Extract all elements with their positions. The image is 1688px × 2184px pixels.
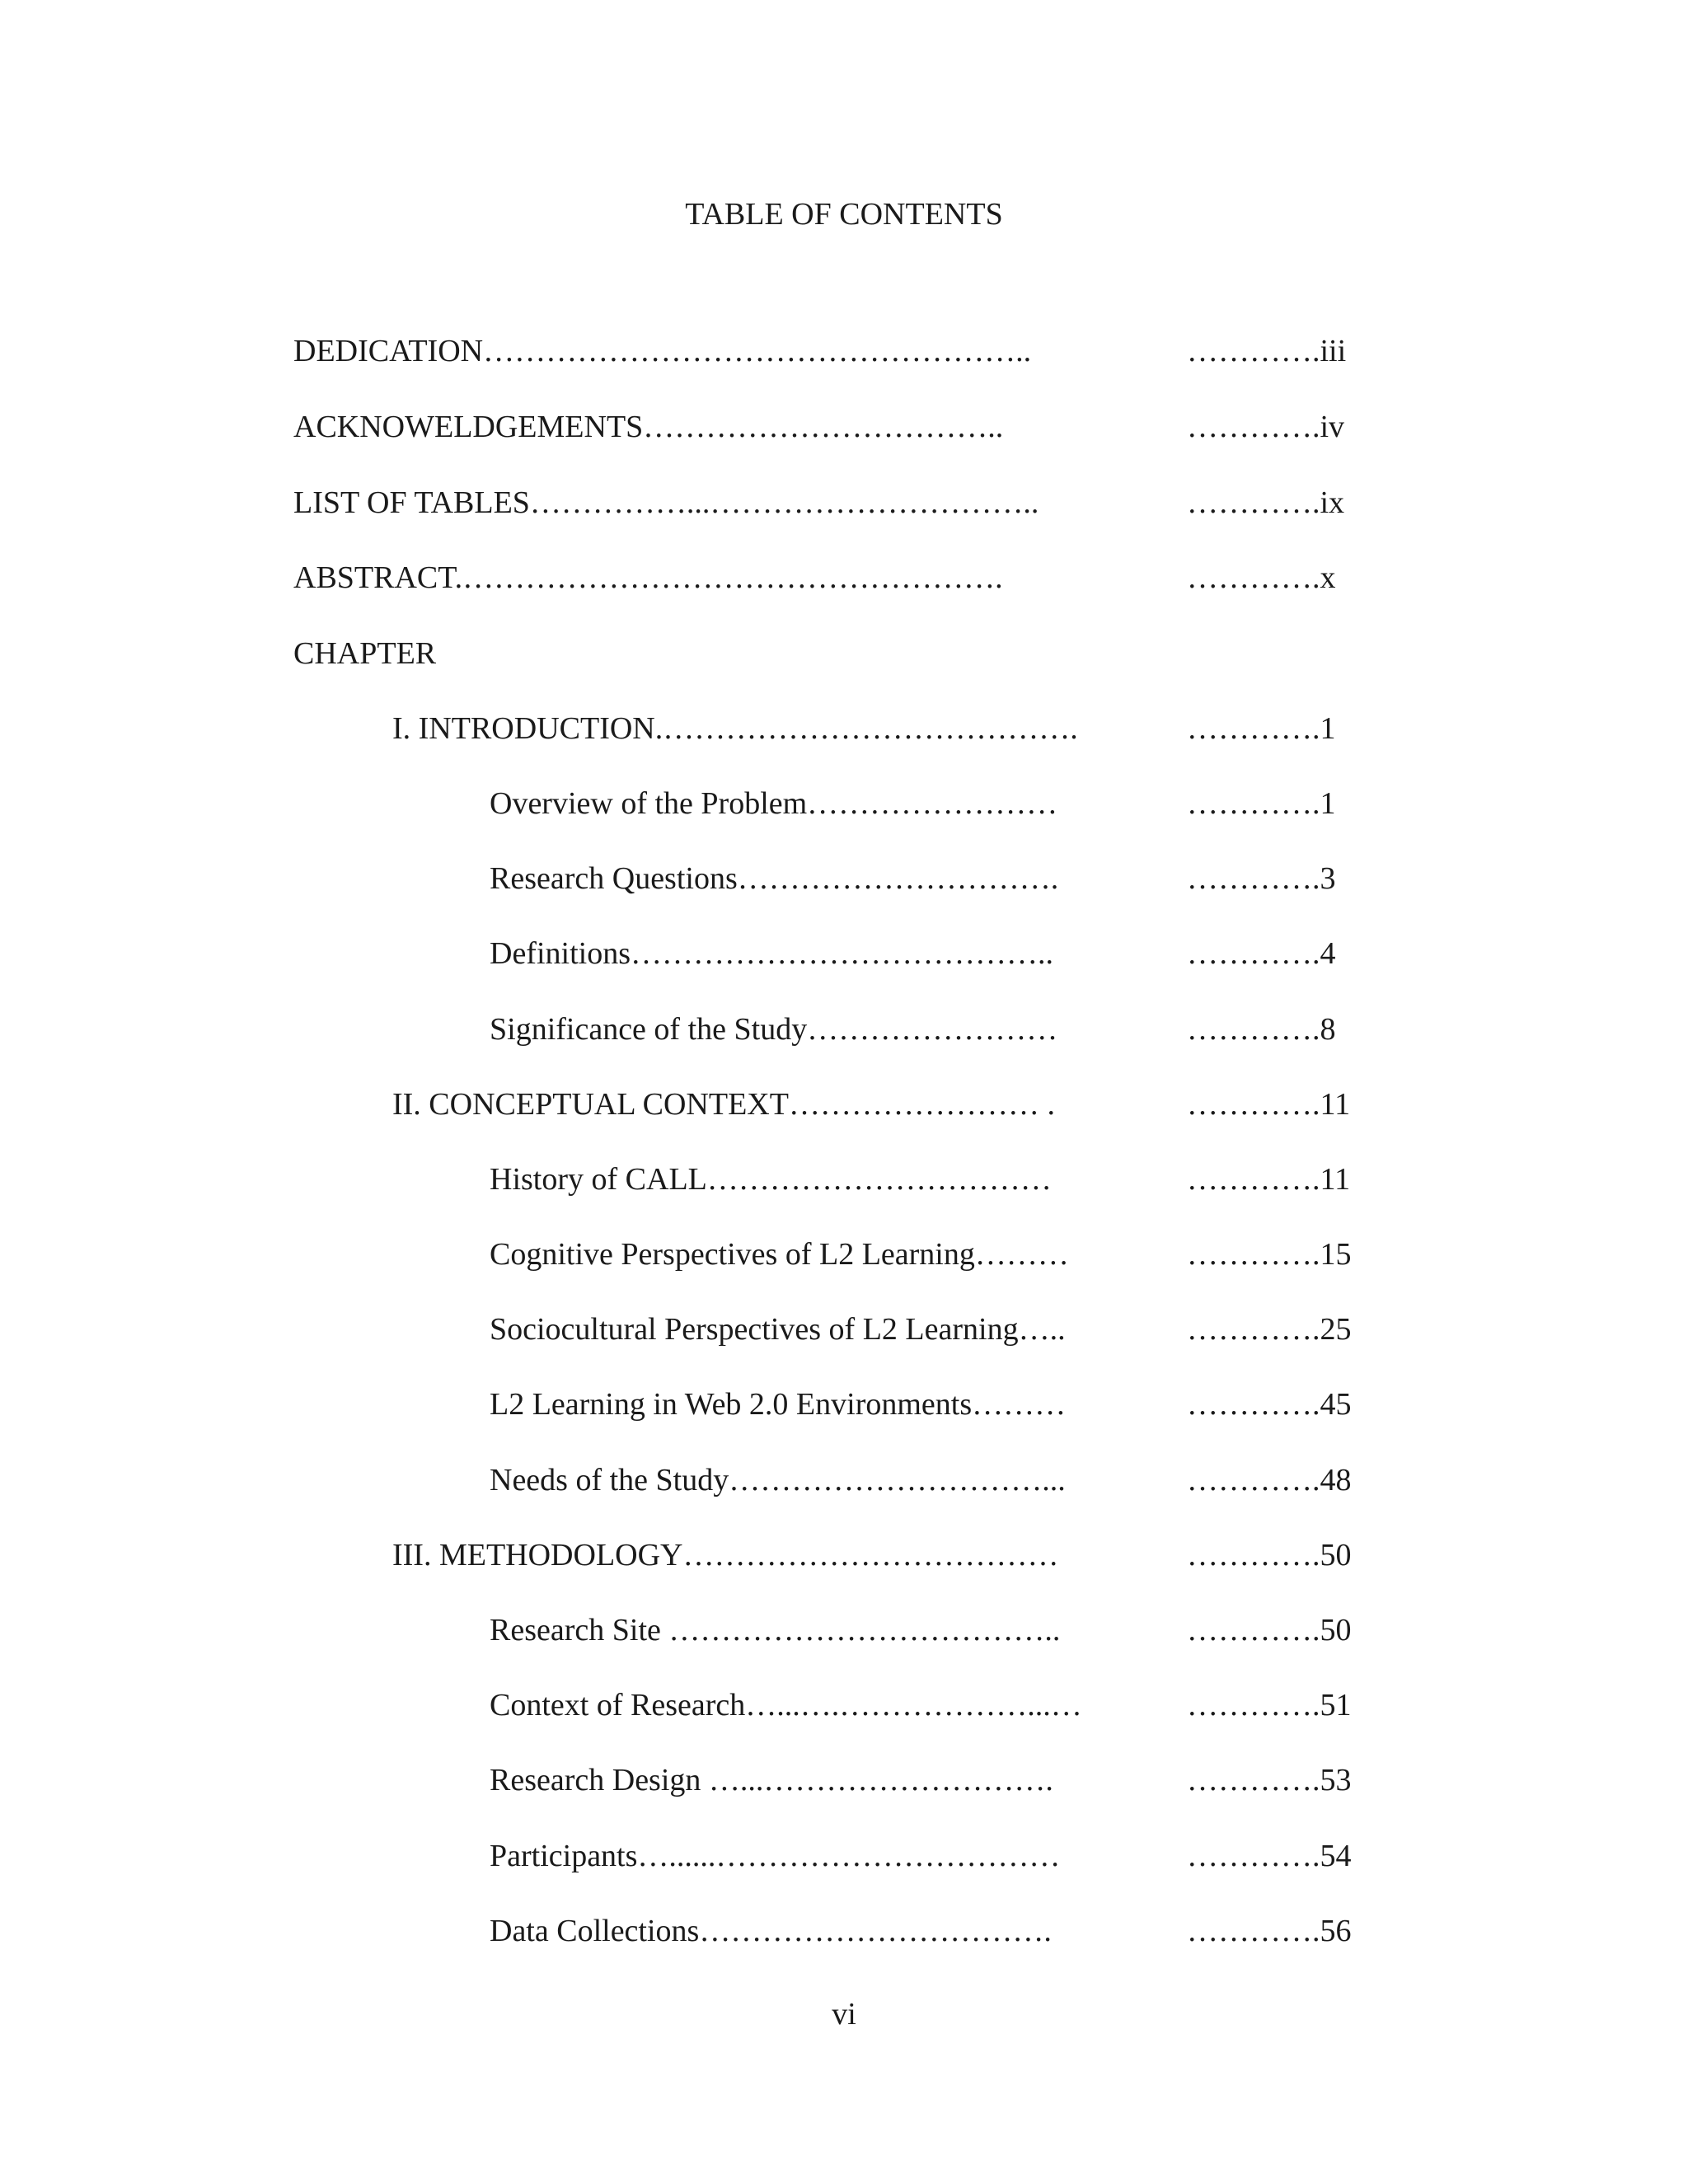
toc-entry-title: History of CALL…………………………… <box>490 1162 1052 1197</box>
chapter-label: CHAPTER <box>293 636 437 671</box>
toc-page-number: ………….11 <box>1187 1162 1351 1197</box>
toc-entry-title: DEDICATION…………………………………………….. <box>293 334 1032 368</box>
toc-page-number: ………….54 <box>1187 1839 1352 1873</box>
toc-entry-title: Definitions………………………………….. <box>490 936 1053 971</box>
toc-page-number: ………….3 <box>1187 861 1336 896</box>
toc-page-number: ………….4 <box>1187 936 1336 971</box>
toc-page-number: ………….50 <box>1187 1538 1352 1572</box>
toc-entry-title: Sociocultural Perspectives of L2 Learning….. <box>490 1312 1066 1347</box>
toc-page-number: ………….iv <box>1187 410 1345 444</box>
toc-entry-title: Data Collections……………………………. <box>490 1914 1052 1948</box>
toc-page-number: ………….iii <box>1187 334 1347 368</box>
toc-entry-title: Cognitive Perspectives of L2 Learning……… <box>490 1237 1069 1272</box>
toc-page-number: ………….1 <box>1187 711 1336 746</box>
toc-entry-title: II. CONCEPTUAL CONTEXT…………………… . <box>392 1087 1055 1122</box>
toc-page-number: ………….ix <box>1187 485 1345 520</box>
toc-entry-title: ABSTRACT.……………………………………………. <box>293 560 1003 595</box>
toc-page-number: ………….25 <box>1187 1312 1352 1347</box>
toc-page-number: ………….45 <box>1187 1387 1352 1422</box>
toc-page-number: ………….56 <box>1187 1914 1352 1948</box>
toc-page-number: ………….48 <box>1187 1463 1352 1497</box>
toc-entry-title: Participants…......…………………………… <box>490 1839 1061 1873</box>
page-number: vi <box>832 1997 856 2032</box>
page-title: TABLE OF CONTENTS <box>685 197 1003 232</box>
toc-entry-title: Significance of the Study…………………… <box>490 1012 1058 1047</box>
toc-page-number: ………….x <box>1187 560 1336 595</box>
toc-entry-title: I. INTRODUCTION.…………………………………. <box>392 711 1078 746</box>
toc-page-number: ………….53 <box>1187 1763 1352 1797</box>
toc-page-number: ………….11 <box>1187 1087 1351 1122</box>
toc-entry-title: LIST OF TABLES……………...………………………….. <box>293 485 1039 520</box>
toc-entry-title: Research Site ……………………………….. <box>490 1613 1061 1647</box>
toc-entry-title: III. METHODOLOGY……………………………… <box>392 1538 1059 1572</box>
toc-entry-title: Context of Research…...….………………...… <box>490 1688 1082 1722</box>
toc-entry-title: Research Questions…………………………. <box>490 861 1059 896</box>
toc-page-number: ………….15 <box>1187 1237 1352 1272</box>
toc-page-number: ………….51 <box>1187 1688 1352 1722</box>
toc-page-number: ………….8 <box>1187 1012 1336 1047</box>
toc-entry-title: L2 Learning in Web 2.0 Environments……… <box>490 1387 1067 1422</box>
toc-entry-title: Research Design …...………………………. <box>490 1763 1053 1797</box>
toc-page-number: ………….1 <box>1187 786 1336 821</box>
toc-page-number: ………….50 <box>1187 1613 1352 1647</box>
toc-entry-title: Overview of the Problem…………………… <box>490 786 1058 821</box>
toc-entry-title: Needs of the Study…………………………... <box>490 1463 1066 1497</box>
toc-entry-title: ACKNOWELDGEMENTS…………………………….. <box>293 410 1004 444</box>
